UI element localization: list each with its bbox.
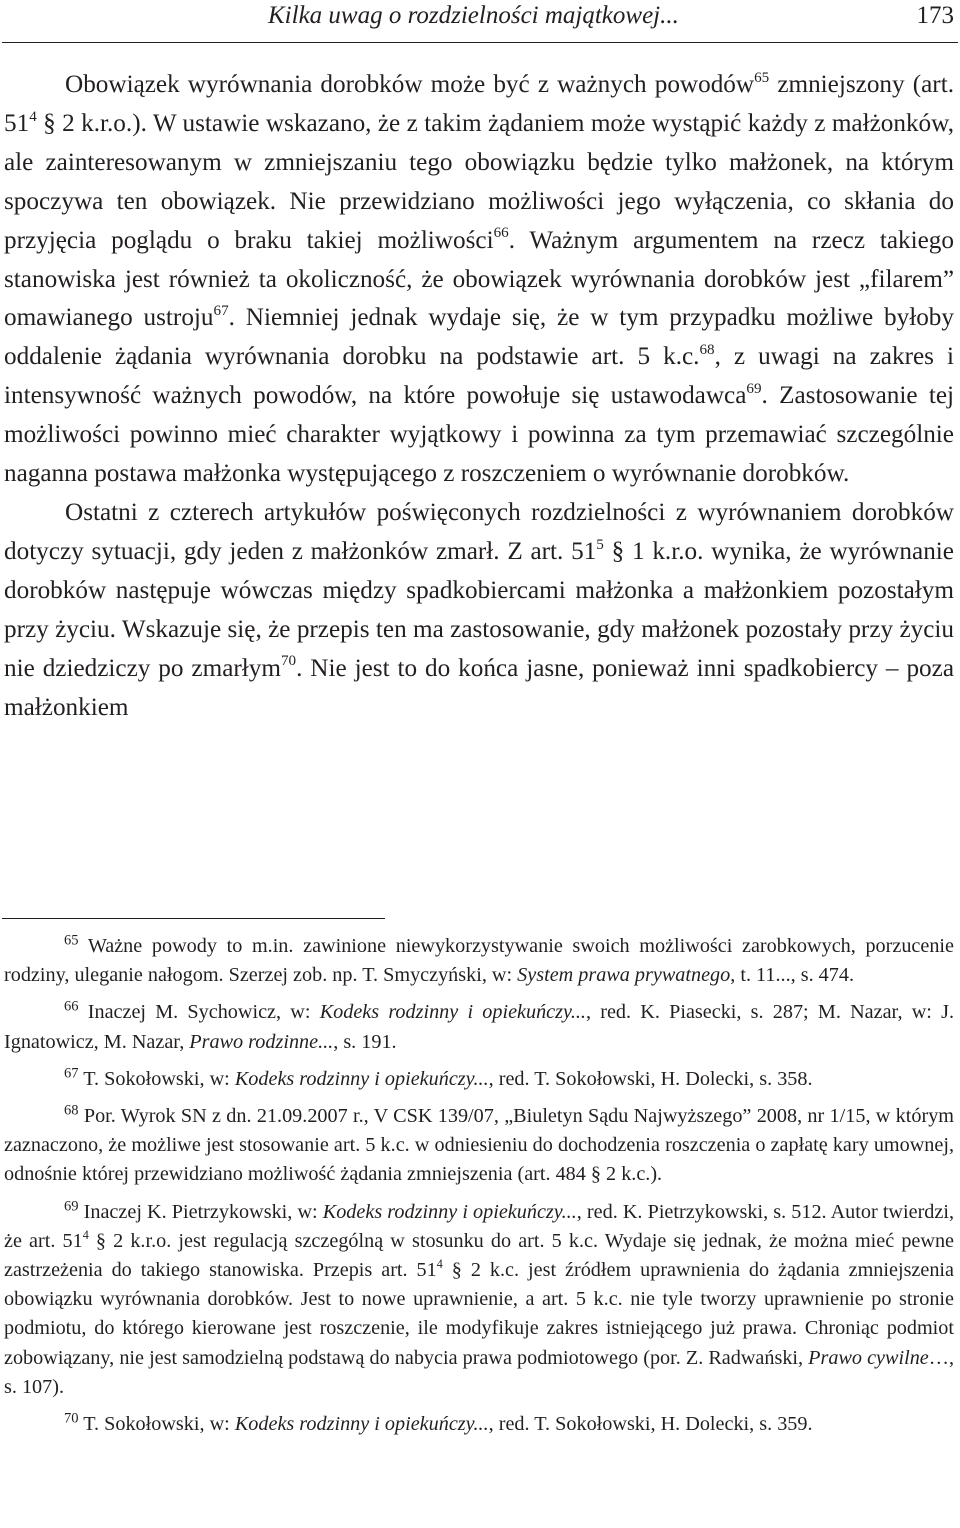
- footnote-text: T. Sokołowski, w:: [83, 1067, 235, 1090]
- superscript-article-number: 4: [29, 108, 37, 125]
- footnote-text: Inaczej M. Sychowicz, w:: [87, 1001, 320, 1024]
- footnote-italic-title: Prawo rodzinne...: [189, 1030, 334, 1053]
- paragraph-text: § 2 k.r.o.). W ustawie wskazano, że z takim żądaniem może wystąpić każdy z małżonków, ale zainteresowanym w zmniejszaniu tego obowiązku będzie tylko małżonek, na którym spoczywa ten obowiązek. Nie przewidziano możliwości jego wyłączenia, co skłania do przyjęcia poglądu o braku takiej możliwości: [4, 109, 954, 254]
- superscript-article-number: 4: [82, 1227, 89, 1242]
- superscript-article-number: 4: [436, 1256, 443, 1271]
- footnote-text: …, s. 107).: [4, 1346, 954, 1398]
- footnote-text: Ważne powody to m.in. zawinione niewykorzystywanie swoich możliwości zarobkowych, porzucenie rodziny, uleganie nałogom. Szerzej zob. np. T. Smyczyński, w:: [4, 935, 954, 987]
- footnote-text: , s. 191.: [333, 1030, 397, 1053]
- page-number: 173: [916, 2, 954, 29]
- footnote-69: [4, 1198, 954, 1402]
- footnote-text: , red. T. Sokołowski, H. Dolecki, s. 358.: [488, 1067, 813, 1090]
- superscript-article-number: 5: [596, 536, 604, 553]
- footnote-number: 69: [64, 1197, 79, 1214]
- footnote-68: [4, 1102, 954, 1190]
- footnote-number: 66: [64, 998, 79, 1015]
- paragraph-1: [4, 66, 954, 494]
- footnote-number: 70: [64, 1410, 79, 1427]
- paragraph-text: . Zastosowanie tej możliwości powinno mieć charakter wyjątkowy i powinna za tym przemawiać szczególnie naganna postawa małżonka występującego z roszczeniem o wyrównanie dorobków.: [4, 382, 955, 488]
- footnote-ref-65[interactable]: 65: [754, 69, 770, 86]
- paragraph-text: Ostatni z czterech artykułów poświęconych rozdzielności z wyrównaniem dorobków dotyczy sytuacji, gdy jeden z małżonków zmarł. Z art. 51: [4, 498, 954, 565]
- footnote-text: , red. K. Pietrzykowski, s. 512. Autor twierdzi, że art. 51: [4, 1200, 955, 1252]
- footnote-ref-66[interactable]: 66: [493, 225, 509, 242]
- footnote-number: 65: [64, 932, 79, 949]
- paragraph-text: . Nie jest to do końca jasne, ponieważ inni spadkobiercy – poza małżonkiem: [4, 654, 955, 721]
- footnote-italic-title: System prawa prywatnego: [517, 964, 731, 987]
- footnotes: [4, 932, 954, 1447]
- footnote-number: 68: [64, 1102, 79, 1119]
- paragraph-text: zmniejszony (art. 51: [4, 71, 954, 137]
- footnote-65: [4, 932, 954, 990]
- footnote-number: 67: [64, 1065, 79, 1082]
- footnote-text: Inaczej K. Pietrzykowski, w:: [83, 1200, 323, 1223]
- footnote-66: [4, 998, 954, 1056]
- footnote-italic-title: Kodeks rodzinny i opiekuńczy...: [322, 1200, 577, 1223]
- paragraph-text: , z uwagi na zakres i intensywność ważnych powodów, na które powołuje się ustawodawca: [4, 343, 955, 410]
- footnote-text: , red. T. Sokołowski, H. Dolecki, s. 359.: [488, 1413, 813, 1436]
- paragraph-2: [4, 494, 954, 727]
- page-header: [0, 0, 960, 44]
- footnote-italic-title: Kodeks rodzinny i opiekuńczy...: [319, 1001, 586, 1024]
- footnote-separator: [2, 918, 385, 919]
- footnote-italic-title: Prawo cywilne: [808, 1346, 929, 1369]
- footnote-text: § 2 k.c. jest źródłem uprawnienia do żądania zmniejszenia obowiązku wyrównania dorobków. Jest to nowe uprawnienie, a art. 5 k.c. nie tyle tworzy uprawnienie po stronie podmiotu, do którego kierowane jest roszczenie, ile modyfikuje zakres istniejącego już prawa. Chroniąc podmiot zobowiązany, nie jest samodzielną podstawą do nabycia prawa podmiotowego (por. Z. Radwański,: [4, 1259, 955, 1369]
- footnote-70: [4, 1410, 954, 1439]
- footnote-text: , red. K. Piasecki, s. 287; M. Nazar, w: J. Ignatowicz, M. Nazar,: [4, 1001, 955, 1053]
- footnote-ref-68[interactable]: 68: [699, 342, 715, 359]
- footnote-italic-title: Kodeks rodzinny i opiekuńczy...: [234, 1413, 489, 1436]
- footnote-text: Por. Wyrok SN z dn. 21.09.2007 r., V CSK 139/07, „Biuletyn Sądu Najwyższego” 2008, nr 1/15, w którym zaznaczono, że możliwe jest stosowanie art. 5 k.c. w odniesieniu do dochodzenia roszczenia o zapłatę kary umownej, odnośnie której przewidziano możliwość żądania zmniejszenia (art. 484 § 2 k.c.).: [4, 1105, 954, 1186]
- paragraph-text: Obowiązek wyrównania dorobków może być z ważnych powodów: [65, 71, 755, 98]
- main-text: [4, 66, 954, 727]
- paragraph-text: . Niemniej jednak wydaje się, że w tym przypadku możliwe byłoby oddalenie żądania wyrównania dorobku na podstawie art. 5 k.c.: [4, 304, 954, 371]
- paragraph-text: § 1 k.r.o. wynika, że wyrównanie dorobków następuje wówczas między spadkobiercami małżonka a małżonkiem pozostałym przy życiu. Wskazuje się, że przepis ten ma zastosowanie, gdy małżonek pozostały przy życiu nie dziedziczy po zmarłym: [4, 537, 954, 682]
- footnote-text: T. Sokołowski, w:: [83, 1413, 235, 1436]
- running-title: Kilka uwag o rozdzielności majątkowej...: [268, 2, 679, 29]
- footnote-ref-70[interactable]: 70: [280, 653, 297, 670]
- footnote-ref-67[interactable]: 67: [213, 303, 229, 320]
- footnote-ref-69[interactable]: 69: [746, 381, 762, 398]
- footnote-text: § 2 k.r.o. jest regulacją szczególną w stosunku do art. 5 k.c. Wydaje się jednak, że można mieć pewne zastrzeżenia do takiego stanowiska. Przepis art. 51: [4, 1229, 955, 1282]
- footnote-67: [4, 1065, 954, 1094]
- paragraph-text: . Ważnym argumentem na rzecz takiego stanowiska jest również ta okoliczność, że obowiązek wyrównania dorobków jest „filarem” omawianego ustroju: [4, 226, 954, 332]
- footnote-text: , t. 11..., s. 474.: [730, 964, 854, 987]
- header-rule: [2, 42, 958, 43]
- footnote-italic-title: Kodeks rodzinny i opiekuńczy...: [234, 1067, 489, 1090]
